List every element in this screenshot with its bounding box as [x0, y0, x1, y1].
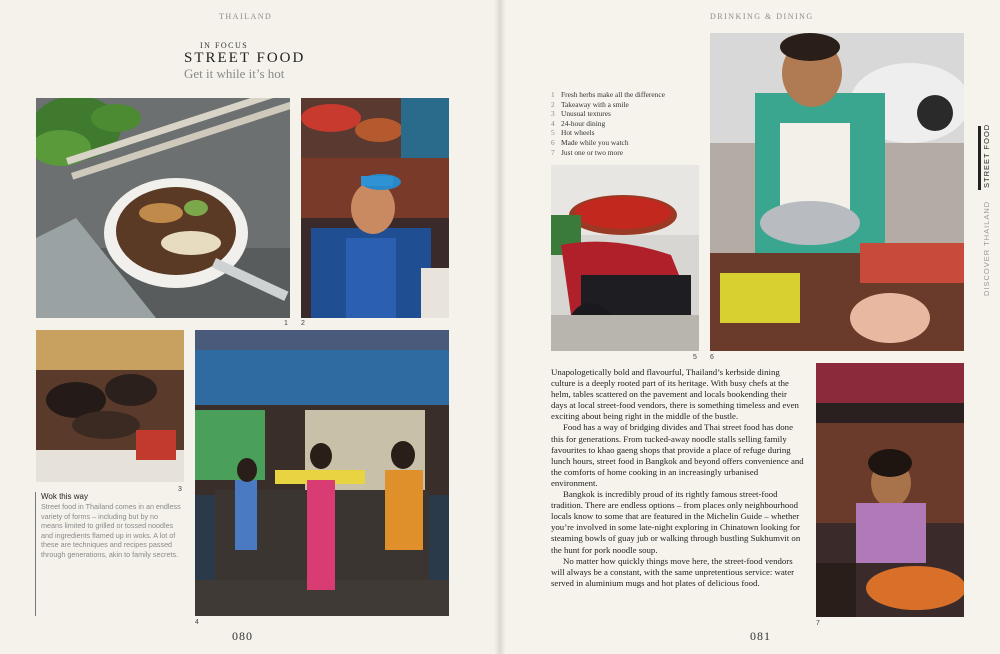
body-paragraph: Unapologetically bold and flavourful, Thailand’s kerbside dining culture is a deeply rooted part of its heritage. With busy chefs at the helm, tables scattered on the pavement and locals bookending their days at local street-food vendors, there is something timeless and even exciting about being right in the middle of the bustle.	[551, 367, 799, 422]
photo-vendor-smiling	[301, 98, 449, 318]
caption-list	[551, 90, 665, 157]
page-title: STREET FOOD	[184, 50, 306, 66]
body-paragraph: Bangkok is incredibly proud of its rightly famous street-food tradition. There are endless options – from places only neighbourhood locals know to some that are featured in the Michelin Guide – whether you’re involved in some late-night exploring in Chinatown looking for steaming bowls of guay jub or walking through bustling Sukhumvit on the hunt for pork noodle soup.	[551, 489, 801, 555]
running-head-left: THAILAND	[219, 12, 273, 21]
chapter-tab-label: DISCOVER THAILAND	[982, 200, 991, 296]
photo-number-3: 3	[178, 486, 182, 493]
caption-item: 5 Hot wheels	[551, 128, 595, 138]
caption-item: 1 Fresh herbs make all the difference	[551, 90, 665, 99]
section-tab-bar	[978, 126, 981, 190]
photo-woman-cooking	[710, 33, 964, 351]
photo-number-2: 2	[301, 320, 305, 327]
photo-number-5: 5	[693, 354, 697, 361]
photo-number-1: 1	[284, 320, 288, 327]
photo-noodle-soup	[36, 98, 290, 318]
caption-item: 3 Unusual textures	[551, 109, 611, 119]
body-paragraph: Food has a way of bridging divides and Thai street food has done this for generations. From tucked-away noodle stalls selling family favourites to khao gaeng shops that provide a place of refuge during lunch hours, street food in Bangkok and beyond offers convenience and the comforts of home cooking in an increasingly urbanised environment.	[551, 422, 804, 488]
running-head-right: DRINKING & DINING	[710, 12, 814, 21]
photo-vendor-under-sign	[816, 363, 964, 617]
photo-night-stall	[195, 330, 449, 616]
page-number-left: 080	[232, 629, 253, 643]
caption-item: 2 Takeaway with a smile	[551, 99, 629, 109]
sidebar-text: Street food in Thailand comes in an endless variety of forms – including but by no means limited to grilled or tossed noodles and ingredients flamed up in woks. A lot of these are techniques and recipes passed through generations, akin to family secrets.	[41, 502, 181, 559]
page-subtitle: Get it while it’s hot	[184, 66, 285, 81]
photo-number-4: 4	[195, 619, 199, 626]
sidebar-title: Wok this way	[41, 492, 88, 501]
caption-item: 7 Just one or two more	[551, 147, 623, 157]
page-number-right: 081	[750, 629, 771, 643]
photo-number-6: 6	[710, 354, 714, 361]
caption-item: 4 24-hour dining	[551, 118, 606, 128]
section-tab-label: STREET FOOD	[982, 123, 991, 188]
kicker: IN FOCUS	[200, 41, 249, 50]
caption-item: 6 Made while you watch	[551, 137, 629, 147]
photo-fried-insects	[36, 330, 184, 482]
photo-scooter-chillies	[551, 165, 699, 351]
photo-number-7: 7	[816, 620, 820, 627]
book-gutter	[494, 0, 506, 654]
sidebar-rule	[35, 492, 36, 616]
body-paragraph: No matter how quickly things move here, the street-food vendors will always be a constant, with the same unpretentious service: water served in aluminium mugs and hot plates of delicious food.	[551, 555, 795, 588]
body-text	[551, 367, 805, 589]
section-tab	[978, 123, 994, 296]
